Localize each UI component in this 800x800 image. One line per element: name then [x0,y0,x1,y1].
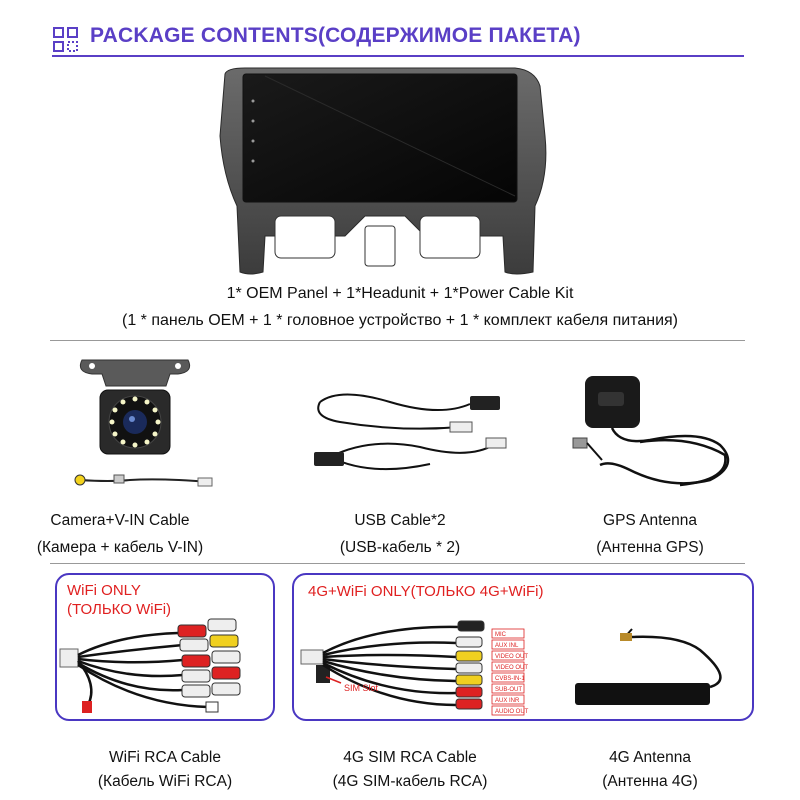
headunit-panel-image [215,66,550,278]
usb-caption-en: USB Cable*2 [354,512,446,529]
divider [50,563,745,564]
gps-antenna-image [570,370,745,495]
wifi-rca-caption-en: WiFi RCA Cable [109,749,221,766]
wifi-rca-cable-image [58,605,258,717]
port-tag: VIDEO OUT [495,665,529,671]
camera-image [70,352,230,502]
usb-caption-ru: (USB-кабель * 2) [339,539,461,556]
4g-sim-rca-caption-en: 4G SIM RCA Cable [343,749,477,766]
camera-caption-en: Camera+V-IN Cable [50,512,190,529]
4g-antenna-caption-ru: (Антенна 4G) [602,773,698,790]
wifi-rca-caption-ru: (Кабель WiFi RCA) [97,773,233,790]
main-caption-ru: (1 * панель OEM + 1 * головное устройство + 1 * комплект кабеля питания) [121,312,678,329]
wifi-only-label-ru: (ТОЛЬКО WiFi) [67,601,172,618]
divider [50,340,745,341]
page-title: PACKAGE CONTENTS(СОДЕРЖИМОЕ ПАКЕТА) [90,24,581,47]
gps-caption-en: GPS Antenna [603,512,697,529]
port-tag: AUX INL [495,643,519,649]
camera-caption-ru: (Камера + кабель V-IN) [36,539,204,556]
4g-wifi-only-label: 4G+WiFi ONLY(ТОЛЬКО 4G+WiFi) [308,583,544,600]
wifi-only-label: WiFi ONLY [67,582,141,599]
port-tag: AUX INR [495,698,520,704]
usb-cables-image [310,382,510,477]
4g-sim-rca-cable-image [296,605,551,717]
port-tag: VIDEO OUT [495,654,529,660]
port-tag: AUDIO OUT [495,709,529,715]
4g-antenna-image [560,625,750,715]
header-rule [52,55,744,57]
grid-icon [52,26,80,54]
port-tag: MIC [495,632,506,638]
port-tag: SUB-OUT [495,687,522,693]
sim-slot-label: SIM Slot [344,683,379,693]
port-tag: CVBS-IN-1 [495,676,525,682]
4g-sim-rca-caption-ru: (4G SIM-кабель RCA) [332,773,488,790]
4g-antenna-caption-en: 4G Antenna [609,749,691,766]
gps-caption-ru: (Антенна GPS) [596,539,704,556]
main-caption-en: 1* OEM Panel + 1*Headunit + 1*Power Cable Kit [226,285,574,302]
